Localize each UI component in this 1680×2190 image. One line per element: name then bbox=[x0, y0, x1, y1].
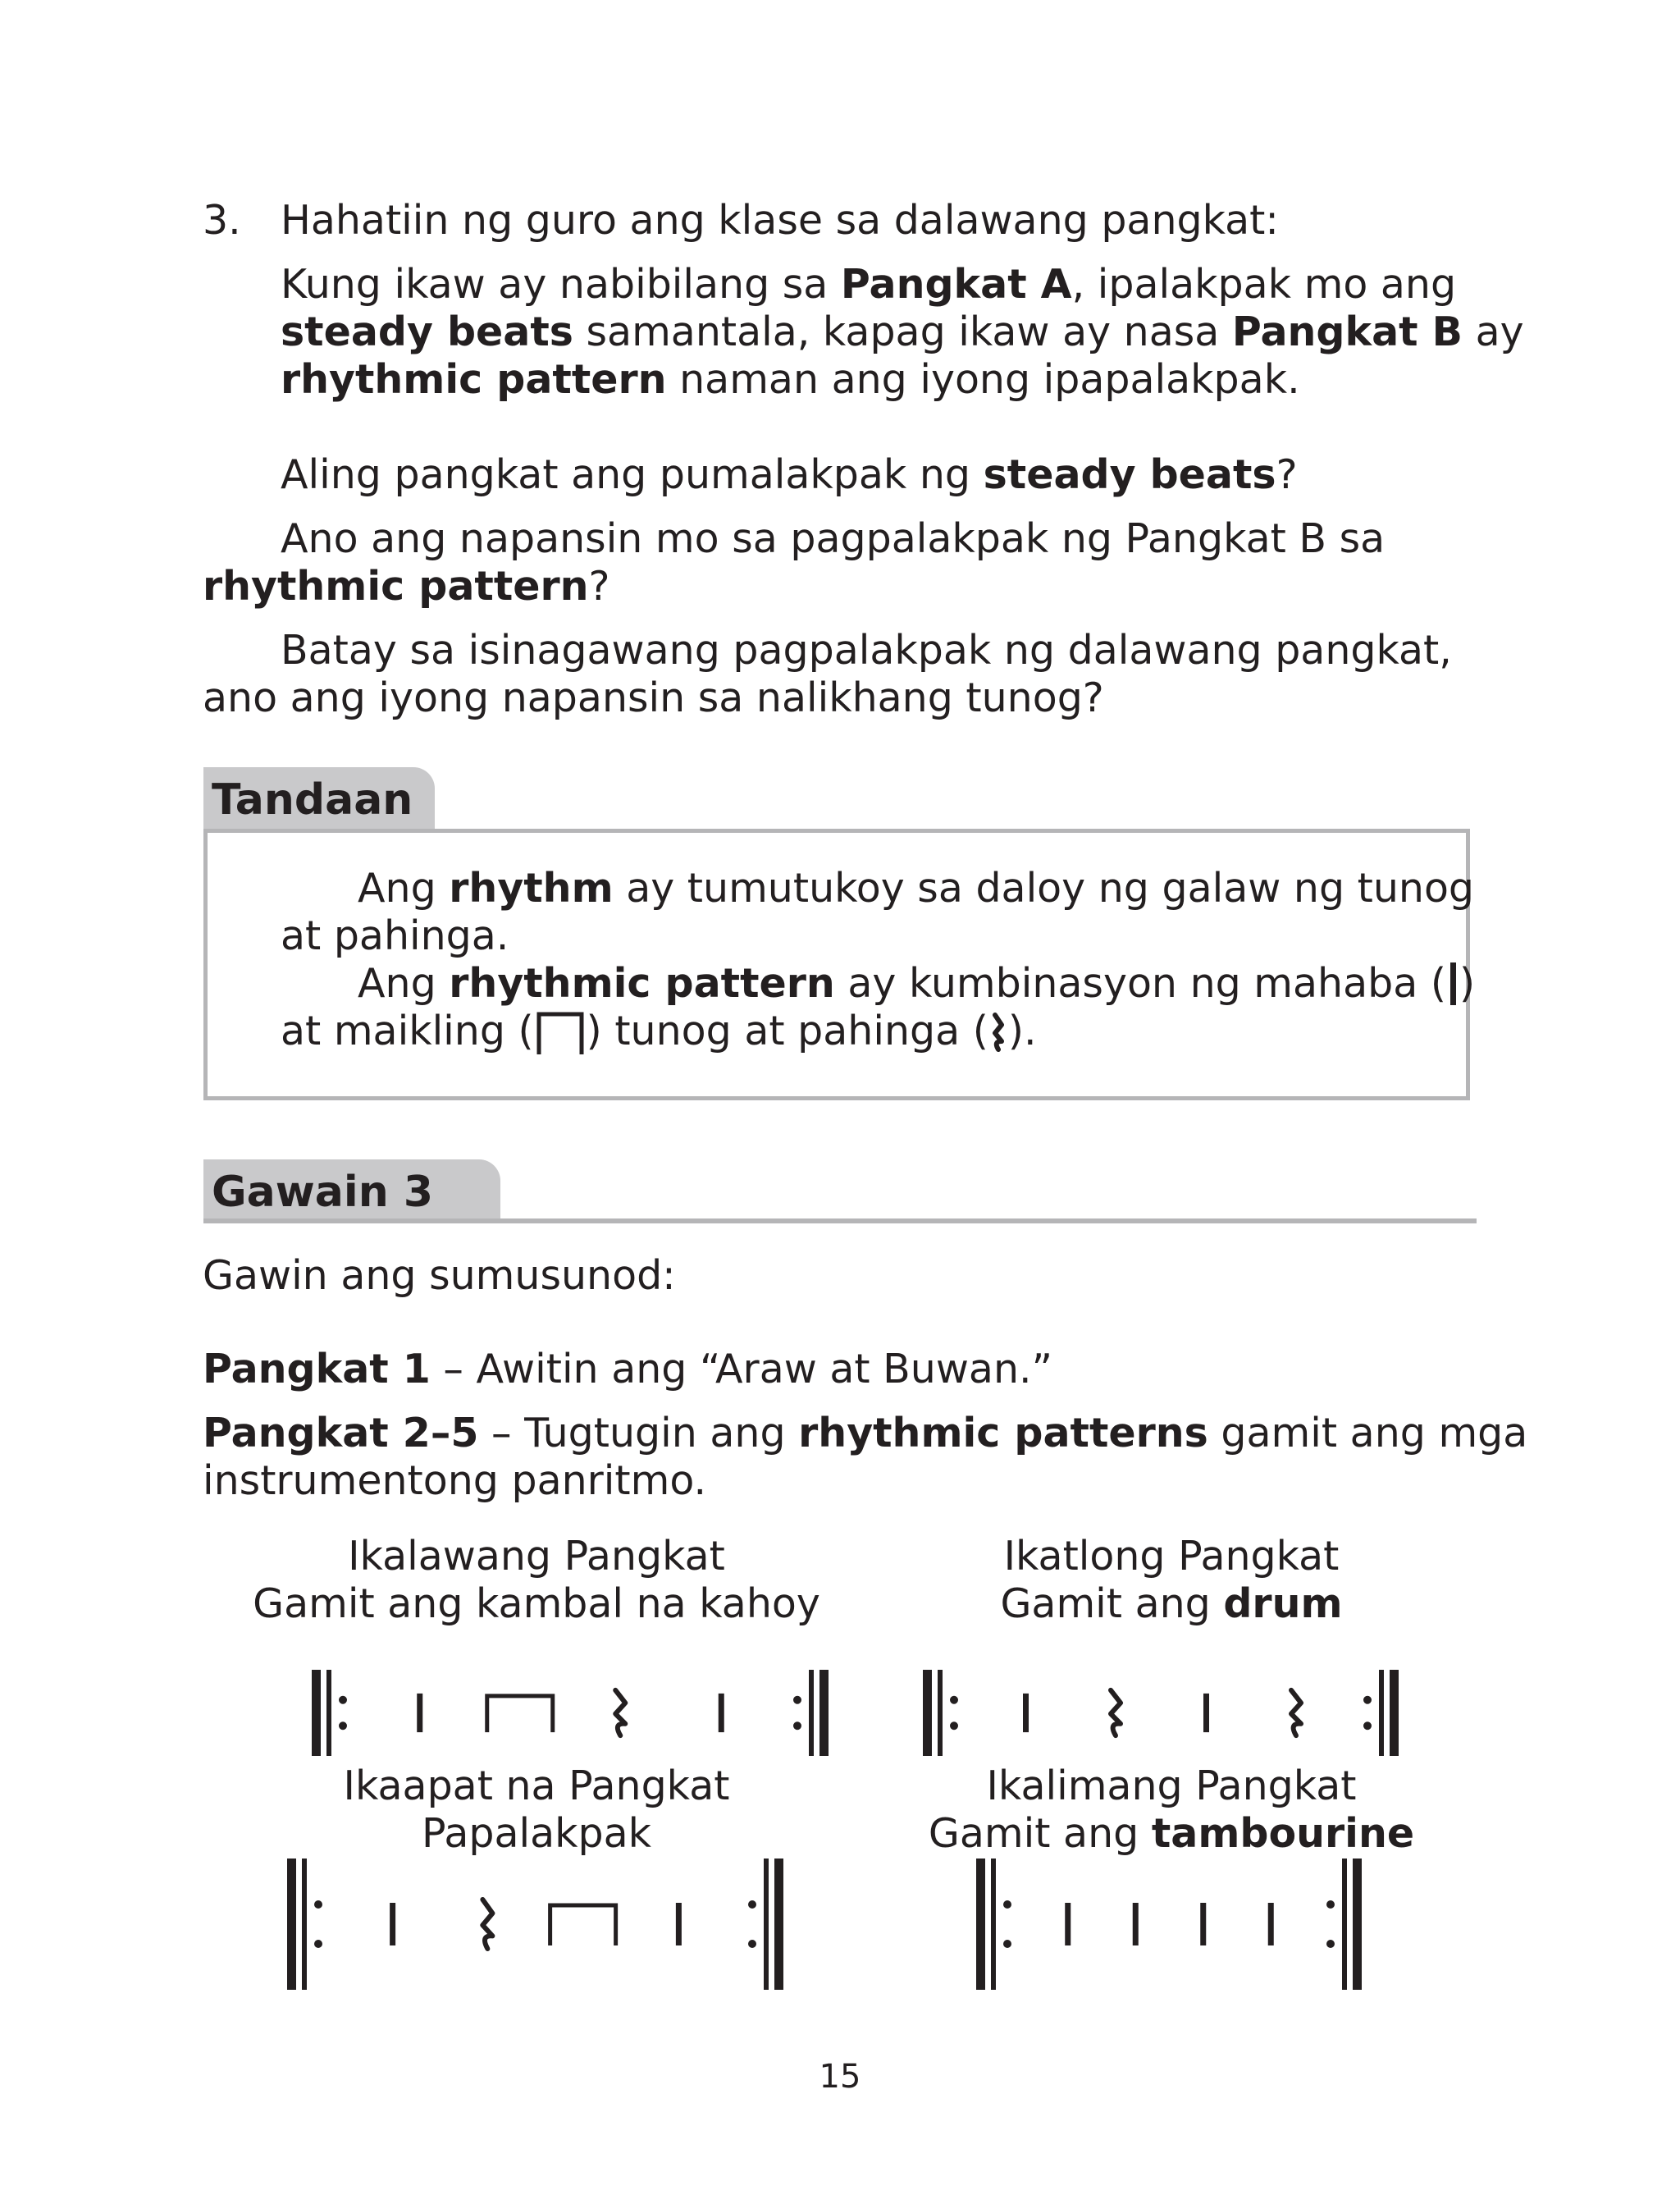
eighth-note-pair bbox=[550, 1905, 616, 1945]
gawain-instruction: Gawin ang sumusunod: bbox=[203, 1252, 676, 1299]
question-3-line2: ano ang iyong napansin sa nalikhang tunog? bbox=[203, 674, 1104, 721]
tandaan-heading: Tandaan bbox=[212, 775, 413, 825]
repeat-dot bbox=[314, 1940, 322, 1948]
paragraph-line bbox=[281, 356, 1300, 404]
quarter-rest bbox=[1111, 1690, 1121, 1735]
text-span: – Tugtugin ang bbox=[478, 1410, 799, 1456]
bold-text: Pangkat 2–5 bbox=[203, 1410, 479, 1456]
text-span: – Awitin ang “Araw at Buwan.” bbox=[430, 1346, 1052, 1392]
thin-barline bbox=[991, 1859, 996, 1990]
thick-barline bbox=[976, 1859, 985, 1990]
text-span: ay tumutukoy sa daloy ng galaw ng tunog bbox=[613, 865, 1475, 912]
repeat-dot bbox=[1003, 1900, 1011, 1909]
thick-barline bbox=[287, 1859, 296, 1990]
text-span: Gamit ang bbox=[928, 1810, 1152, 1857]
text-span: Kung ikaw ay nabibilang sa bbox=[281, 261, 841, 308]
repeat-dot bbox=[950, 1696, 958, 1704]
text-span: ) bbox=[1459, 960, 1476, 1007]
gawain-heading: Gawain 3 bbox=[212, 1168, 434, 1217]
quarter-note bbox=[1133, 1903, 1139, 1945]
bold-text: Pangkat B bbox=[1231, 309, 1463, 355]
group-5-subtitle bbox=[843, 1810, 1500, 1858]
question-2-line1: Ano ang napansin mo sa pagpalakpak ng Pangkat B sa bbox=[281, 515, 1386, 562]
group-5-title: Ikalimang Pangkat bbox=[986, 1763, 1357, 1809]
tandaan-line: at pahinga. bbox=[281, 912, 509, 959]
repeat-dot bbox=[793, 1696, 801, 1704]
tandaan-line bbox=[281, 1008, 1037, 1055]
thin-barline bbox=[1342, 1859, 1347, 1990]
text-span: Gamit ang bbox=[1000, 1580, 1224, 1627]
eighth-note-pair bbox=[487, 1696, 553, 1732]
text-span: gamit ang mga bbox=[1208, 1410, 1528, 1456]
quarter-note bbox=[1200, 1903, 1206, 1945]
pangkat-2-5-line2: instrumentong panritmo. bbox=[203, 1457, 707, 1504]
group-2-title: Ikalawang Pangkat bbox=[348, 1533, 725, 1580]
bold-text: rhythmic pattern bbox=[203, 563, 589, 610]
text-span: ? bbox=[1276, 451, 1298, 498]
rhythm-pattern-group-4 bbox=[287, 1859, 783, 1990]
text-span: samantala, kapag ikaw ay nasa bbox=[573, 309, 1232, 355]
repeat-dot bbox=[314, 1900, 322, 1909]
text-span: Ang bbox=[358, 865, 450, 912]
quarter-note bbox=[719, 1694, 724, 1732]
thick-barline bbox=[312, 1670, 321, 1756]
page-number: 15 bbox=[819, 2058, 861, 2096]
thick-barline bbox=[819, 1670, 829, 1756]
text-span: , ipalakpak mo ang bbox=[1071, 261, 1457, 308]
thin-barline bbox=[1379, 1670, 1384, 1756]
paragraph-line bbox=[281, 309, 1524, 356]
thick-barline bbox=[1353, 1859, 1362, 1990]
repeat-dot bbox=[793, 1721, 801, 1730]
repeat-dot bbox=[339, 1721, 347, 1730]
quarter-note bbox=[1268, 1903, 1274, 1945]
repeat-dot bbox=[748, 1940, 756, 1948]
bold-text: rhythmic pattern bbox=[281, 356, 667, 403]
repeat-dot bbox=[339, 1696, 347, 1704]
text-span: Gamit ang kambal na kahoy bbox=[253, 1580, 820, 1627]
bold-text: steady beats bbox=[983, 451, 1276, 498]
item-intro: Hahatiin ng guro ang klase sa dalawang pangkat: bbox=[281, 197, 1279, 244]
text-span: ) tunog at pahinga ( bbox=[586, 1008, 988, 1054]
item-number: 3. bbox=[203, 197, 241, 244]
bold-text: steady beats bbox=[281, 309, 573, 355]
quarter-note bbox=[417, 1694, 422, 1732]
thick-barline bbox=[774, 1859, 783, 1990]
paragraph-line bbox=[281, 261, 1456, 309]
repeat-dot bbox=[950, 1721, 958, 1730]
bold-text: rhythmic pattern bbox=[449, 960, 835, 1007]
pangkat-2-5-line1 bbox=[203, 1410, 1527, 1457]
text-span: ay kumbinasyon ng mahaba ( bbox=[834, 960, 1446, 1007]
thin-barline bbox=[326, 1670, 331, 1756]
group-4-subtitle bbox=[208, 1810, 865, 1858]
quarter-rest bbox=[1291, 1690, 1301, 1735]
group-3-subtitle bbox=[843, 1580, 1500, 1628]
quarter-note bbox=[1203, 1694, 1209, 1732]
text-span: at maikling ( bbox=[281, 1008, 534, 1054]
text-span: Aling pangkat ang pumalakpak ng bbox=[281, 451, 984, 498]
text-span: Papalakpak bbox=[421, 1810, 652, 1857]
quarter-note bbox=[1023, 1694, 1029, 1732]
rhythm-pattern-group-3 bbox=[923, 1670, 1399, 1756]
bold-text: drum bbox=[1223, 1580, 1343, 1627]
bold-text: tambourine bbox=[1151, 1810, 1415, 1857]
bold-text: rhythmic patterns bbox=[798, 1410, 1208, 1456]
text-span: ay bbox=[1463, 309, 1524, 355]
gawain-rule bbox=[203, 1218, 1477, 1223]
thick-barline bbox=[923, 1670, 932, 1756]
rhythm-pattern-group-5 bbox=[976, 1859, 1362, 1990]
repeat-dot bbox=[1326, 1940, 1335, 1948]
question-1 bbox=[281, 451, 1298, 499]
thick-barline bbox=[1390, 1670, 1399, 1756]
eighth-notes-icon bbox=[534, 1010, 587, 1054]
rhythm-pattern-group-2 bbox=[312, 1670, 829, 1756]
text-span: ). bbox=[1007, 1008, 1037, 1054]
quarter-rest bbox=[482, 1900, 492, 1949]
quarter-rest bbox=[615, 1690, 625, 1735]
question-3-line1: Batay sa isinagawang pagpalakpak ng dalawang pangkat, bbox=[281, 627, 1452, 674]
tandaan-line bbox=[358, 865, 1474, 912]
quarter-note bbox=[390, 1903, 395, 1945]
bold-text: Pangkat 1 bbox=[203, 1346, 431, 1392]
repeat-dot bbox=[1363, 1721, 1372, 1730]
group-3-title: Ikatlong Pangkat bbox=[1003, 1533, 1340, 1580]
repeat-dot bbox=[1003, 1940, 1011, 1948]
quarter-note bbox=[676, 1903, 682, 1945]
repeat-dot bbox=[1363, 1696, 1372, 1704]
quarter-note-icon bbox=[1446, 962, 1459, 1005]
bold-text: rhythm bbox=[449, 865, 614, 912]
text-span: Ang bbox=[358, 960, 450, 1007]
thin-barline bbox=[809, 1670, 814, 1756]
quarter-note bbox=[1065, 1903, 1071, 1945]
thin-barline bbox=[302, 1859, 307, 1990]
thin-barline bbox=[938, 1670, 943, 1756]
repeat-dot bbox=[748, 1900, 756, 1909]
text-span: naman ang iyong ipapalakpak. bbox=[666, 356, 1300, 403]
pangkat-1 bbox=[203, 1346, 1052, 1393]
group-4-title: Ikaapat na Pangkat bbox=[343, 1763, 730, 1809]
group-2-subtitle bbox=[208, 1580, 865, 1628]
repeat-dot bbox=[1326, 1900, 1335, 1909]
rest-icon bbox=[988, 1012, 1008, 1053]
tandaan-line bbox=[358, 960, 1475, 1008]
thin-barline bbox=[764, 1859, 769, 1990]
question-2-line2 bbox=[203, 563, 610, 610]
text-span: ? bbox=[588, 563, 610, 610]
bold-text: Pangkat A bbox=[840, 261, 1072, 308]
